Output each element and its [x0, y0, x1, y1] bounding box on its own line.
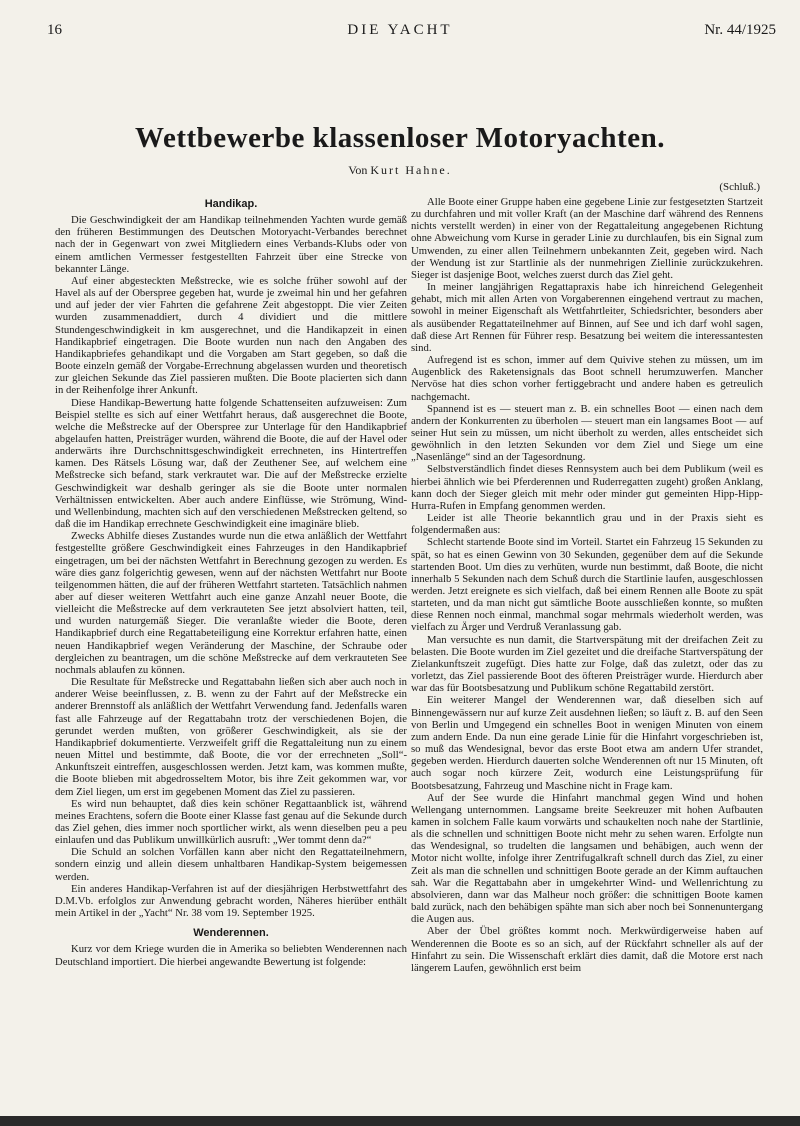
left-column — [55, 196, 407, 968]
paragraph: Die Schuld an solchen Vorfällen kann aber nicht den Regattateilnehmern, sondern einzig und allein diesem unhaltbaren Handikap-System beigemessen werden. — [55, 846, 407, 883]
paragraph: Die Geschwindigkeit der am Handikap teilnehmenden Yachten wurde gemäß den früheren Bestimmungen des Deutschen Motoryacht-Verbandes berechnet nach der in Gegenwart von zwei Mitgliedern eines Verbands-Klubs oder von einem amtlichen Vermesser festgestellten Fahrzeit über eine Strecke von bekannter Länge. — [55, 214, 407, 275]
paragraph: Zwecks Abhilfe dieses Zustandes wurde nun die etwa anläßlich der Wettfahrt festgestellte größere Geschwindigkeit eines Fahrzeuges in den Handikapbrief eingetragen, um bei der nächsten Wettfahrt in Berechnung gezogen zu werden. Es wäre dies ganz folgerichtig gewesen, wenn auf der nächsten Wettfahrt nur Boote teilgenommen hätten, die auf der früheren Wettfahrt starteten. Tatsächlich nahmen aber auf dieser weiteren Wettfahrt auch eine ganze Anzahl neuer Boote, die vielleicht die Meßstrecke auf dem verkrauteten See jetzt absolviert hatten, teil, und wurden naturgemäß Sieger. Die veranlaßte wieder die Boote, deren Handikapbrief durch eine Regattabeteiligung eine Korrektur erfahren hatte, einen neuen Handikapbrief wegen Veränderung der Maschine, der Schraube oder dergleichen zu beantragen, um die schöne Meßstrecke auf dem verkrauteten See nochmals ablaufen zu können. — [55, 530, 407, 676]
paragraph: Selbstverständlich findet dieses Rennsystem auch bei dem Publikum (weil es hierbei ähnlich wie bei Pferderennen und Ruderregatten zugeht) großen Anklang, kann doch der Sieger gleich mit mehr oder minder gut gemeinten Hipp-Hipp-Hurra-Rufen in Empfang genommen werden. — [411, 463, 763, 512]
paragraph: Diese Handikap-Bewertung hatte folgende Schattenseiten aufzuweisen: Zum Beispiel stellte es sich auf einer Wettfahrt heraus, daß ausgerechnet die Boote, welche die Meßstrecke auf der Oberspree zur Unterlage für den Handikapbrief abgelaufen hatten, Preisträger wurden, während die Boote, die auf der Havel oder anderwärts ihre Durchschnittsgeschwindigkeit errechneten, ins Hintertreffen kamen. Des Rätsels Lösung war, daß der Zeuthener See, auf welchem eine Meßstrecke sich befand, stark verkrautet war. Die auf der Meßstrecke erzielte Geschwindigkeit war deshalb geringer als sie die Boote unter normalen Verhältnissen entwickelten. Aber auch andere Einflüsse, wie Strömung, Wind- und Wellenbindung, machten sich auf den verschiedenen Meßstrecken geltend, so daß die im Handikap errechnete Geschwindigkeit eine imaginäre blieb. — [55, 396, 407, 531]
paragraph: Auf einer abgesteckten Meßstrecke, wie es solche früher sowohl auf der Havel als auf der Oberspree gegeben hat, wurde je zweimal hin und her gefahren und auf jeder der vier Fahrten die gefahrene Zeit abgestoppt. Die vier Zeiten wurden zusammenaddiert, durch 4 dividiert und die mittlere Stundengeschwindigkeit in km ausgerechnet, und die Handikapzeit in einen Handikapbrief eingetragen. Die Boote wurden nun nach den Angaben des Handikapbriefes gehandikapt und die Vorgaben am Start gegeben, so daß die Boote einzeln gemäß der Vorgabe-Errechnung abgelassen wurden und theoretisch zur gleichen Sekunde das Ziel passieren mußten. Die Boote placierten sich dann in der Reihenfolge ihrer Ankunft. — [55, 274, 407, 397]
paragraph: Aber der Übel größtes kommt noch. Merkwürdigerweise haben auf Wenderennen die Boote es so an sich, auf der Rückfahrt schneller als auf der Hinfahrt zu sein. Die Wissenschaft erklärt dies damit, daß die Motore erst nach längerem Laufen, gewöhnlich erst beim — [411, 925, 763, 974]
byline — [0, 163, 800, 178]
article-title: Wettbewerbe klassenloser Motoryachten. — [135, 122, 665, 154]
paragraph: Kurz vor dem Kriege wurden die in Amerika so beliebten Wenderennen nach Deutschland importiert. Die hierbei angewandte Bewertung ist folgende: — [55, 943, 407, 968]
scan-bottom-edge — [0, 1116, 800, 1126]
continuation-note: (Schluß.) — [719, 181, 760, 193]
issue-number: Nr. 44/1925 — [704, 22, 776, 38]
byline-prefix: Von — [348, 163, 368, 177]
paragraph: Die Resultate für Meßstrecke und Regattabahn ließen sich aber auch noch in anderer Weise beeinflussen, z. B. wenn zu der Fahrt auf der Meßstrecke ein anderer Brennstoff als anläßlich der Wettfahrt Verwendung fand. Jedenfalls waren fast alle Fahrzeuge auf der Regattabahn trotz der verschiedenen Bojen, die gerundet werden mußten, von größerer Geschwindigkeit, als sie der Handikapbrief dokumentierte. Verzweifelt griff die Regattaleitung nun zu einem neuen Mittel und bestimmte, daß Boote, die vor der errechneten „Soll“-Ankunftszeit eintreffen, ausgeschlossen werden. Jetzt kam, was kommen mußte, die Boote blieben mit abgedrosseltem Motor, bis ihre Zeit gekommen war, vor dem Ziel liegen, um erst im gegebenen Moment das Ziel zu passieren. — [55, 676, 407, 798]
magazine-name: DIE YACHT — [347, 22, 453, 38]
paragraph: In meiner langjährigen Regattapraxis habe ich hinreichend Gelegenheit gehabt, mich mit allen Arten von Vorgaberennen eingehend vertraut zu machen, sowohl in meiner Eigenschaft als Wettfahrtleiter, Schiedsrichter, besonders aber als ausübender Regattateilnehmer auf Binnen, auf See und ich darf wohl sagen, daß diese Art Rennen für Führer resp. Besatzung bei weitem die interessantesten sind. — [411, 281, 763, 354]
paragraph: Spannend ist es — steuert man z. B. ein schnelles Boot — einen nach dem andern der Konkurrenten zu überholen — steuert man ein langsames Boot — auf seiner Hut sein zu müssen, um nicht überholt zu werden, alles entscheidet sich gewöhnlich in den letzten Sekunden vor dem Ziel und Siege um eine „Nasenlänge“ sind an der Tagesordnung. — [411, 402, 763, 464]
paragraph: Man versuchte es nun damit, die Startverspätung mit der dreifachen Zeit zu belasten. Die Boote wurden im Ziel gezeitet und die dreifache Startverspätung der Zielankunftszeit zugefügt. Dies hatte zur Folge, daß das zuletzt, oder das zu vorletzt, das Ziel passierende Boot des öfteren Preisträger wurde. Hierdurch aber war das für Bootsbesatzung und Publikum schöne Regattabild zerstört. — [411, 633, 763, 695]
section-heading-wenderennen: Wenderennen. — [193, 927, 269, 940]
paragraph: Schlecht startende Boote sind im Vorteil. Startet ein Fahrzeug 15 Sekunden zu spät, so hat es einen Gewinn von 30 Sekunden, gegenüber dem auf die Sekunde startenden Boot. Um dies zu verhüten, wurde nun bestimmt, daß Boote, die nicht innerhalb 5 Sekunden nach dem Schuß durch die Startlinie laufen, ausgeschlossen werden. Jetzt ereignete es sich vielfach, daß bei einem Rennen alle Boote zu spät starteten, und da man nicht gut sämtliche Boote ausschließen konnte, so mußten diese Rennen noch einmal, manchmal sogar mehrmals wiederholt werden, was vielfach zu Ärger und Verdruß Veranlassung gab. — [411, 536, 763, 634]
paragraph: Es wird nun behauptet, daß dies kein schöner Regattaanblick ist, während meines Erachtens, sofern die Boote einer Klasse fast genau auf die Sekunde durch das Ziel gehen, dies immer noch sportlicher wirkt, als wenn dieselben peu a peu einlaufen und das Publikum unwillkürlich ausruft: „Wer tommt denn da?“ — [55, 797, 407, 847]
paragraph: Ein weiterer Mangel der Wenderennen war, daß dieselben sich auf Binnengewässern nur auf kurze Zeit ausdehnen ließen; so läuft z. B. auf den Seen von Berlin und Umgegend ein schnelles Boot in wenigen Minuten von einem zum andern Ende. Da nun eine gerade Linie für die Hinfahrt vorgeschrieben ist, so muß das Wendesignal, bevor das erste Boot etwa am andern Ufer strandet, gegeben werden. Hierdurch dauerten solche Wenderennen oft nur 15 Minuten, oft auch sogar noch kürzere Zeit, wodurch eine Leistungsprüfung für Bootsbesatzung, Fahrzeug und Maschine nicht in Frage kam. — [411, 694, 763, 792]
page-number: 16 — [47, 22, 62, 38]
paragraph: Leider ist alle Theorie bekanntlich grau und in der Praxis sieht es folgendermaßen aus: — [411, 512, 763, 537]
paragraph: Ein anderes Handikap-Verfahren ist auf der diesjährigen Herbstwettfahrt des D.M.Vb. erfolglos zur Anwendung gebracht worden, Näheres hierüber enthält mein Artikel in der „Yacht“ Nr. 38 vom 19. September 1925. — [55, 882, 407, 920]
running-header — [0, 20, 800, 50]
paragraph: Aufregend ist es schon, immer auf dem Quivive stehen zu müssen, um im Augenblick des Raketensignals das Boot schnell herumzuwerfen. Mancher Nervöse hat dies schon vorher fertiggebracht und andere haben es getreulich nachgemacht. — [411, 354, 763, 403]
paragraph: Alle Boote einer Gruppe haben eine gegebene Linie zur festgesetzten Startzeit zu durchfahren und mit voller Kraft (an der Maschine darf während des Rennens nichts verstellt werden) in einer von der Regattaleitung angegebenen Richtung ohne Abweichung vom Kurse in gerader Linie zu durchlaufen, bis ein Signal zum Umwenden, zu einer allen Teilnehmern unbekannten Zeit, gegeben wird. Nach der Wendung ist zur Startlinie als der nunmehrigen Ziellinie zurückzukehren. Sieger ist dasjenige Boot, welches zuerst durch das Ziel geht. — [411, 196, 763, 281]
right-column — [411, 196, 763, 974]
author-name: Kurt Hahne. — [370, 163, 452, 177]
paragraph: Auf der See wurde die Hinfahrt manchmal gegen Wind und hohen Wellengang unternommen. Langsame breite Seekreuzer mit hohen Aufbauten kamen in solchem Falle kaum vorwärts und schaukelten noch nahe der Startlinie, als die schnellen und schnittigen Boote nicht mehr zu sehen waren. Erfolgte nun das Wendesignal, so trudelten die langsamen und behäbigen, auch wenn der Motor nicht wollte, infolge ihrer Zentrifugalkraft schnell durch das Ziel, zu einer Zeit als man die schnellen und schnittigen Boote gerade an der Kimm auftauchen sah. War die Regattabahn aber in umgekehrter Wind- und Wellenrichtung zu absolvieren, dann war das Malheur noch größer: die schnittigen Boote kamen bald zurück, nach den behäbigen spähte man sich aber noch bei Sonnenuntergang die Augen aus. — [411, 791, 763, 926]
section-heading-handikap: Handikap. — [204, 198, 258, 210]
